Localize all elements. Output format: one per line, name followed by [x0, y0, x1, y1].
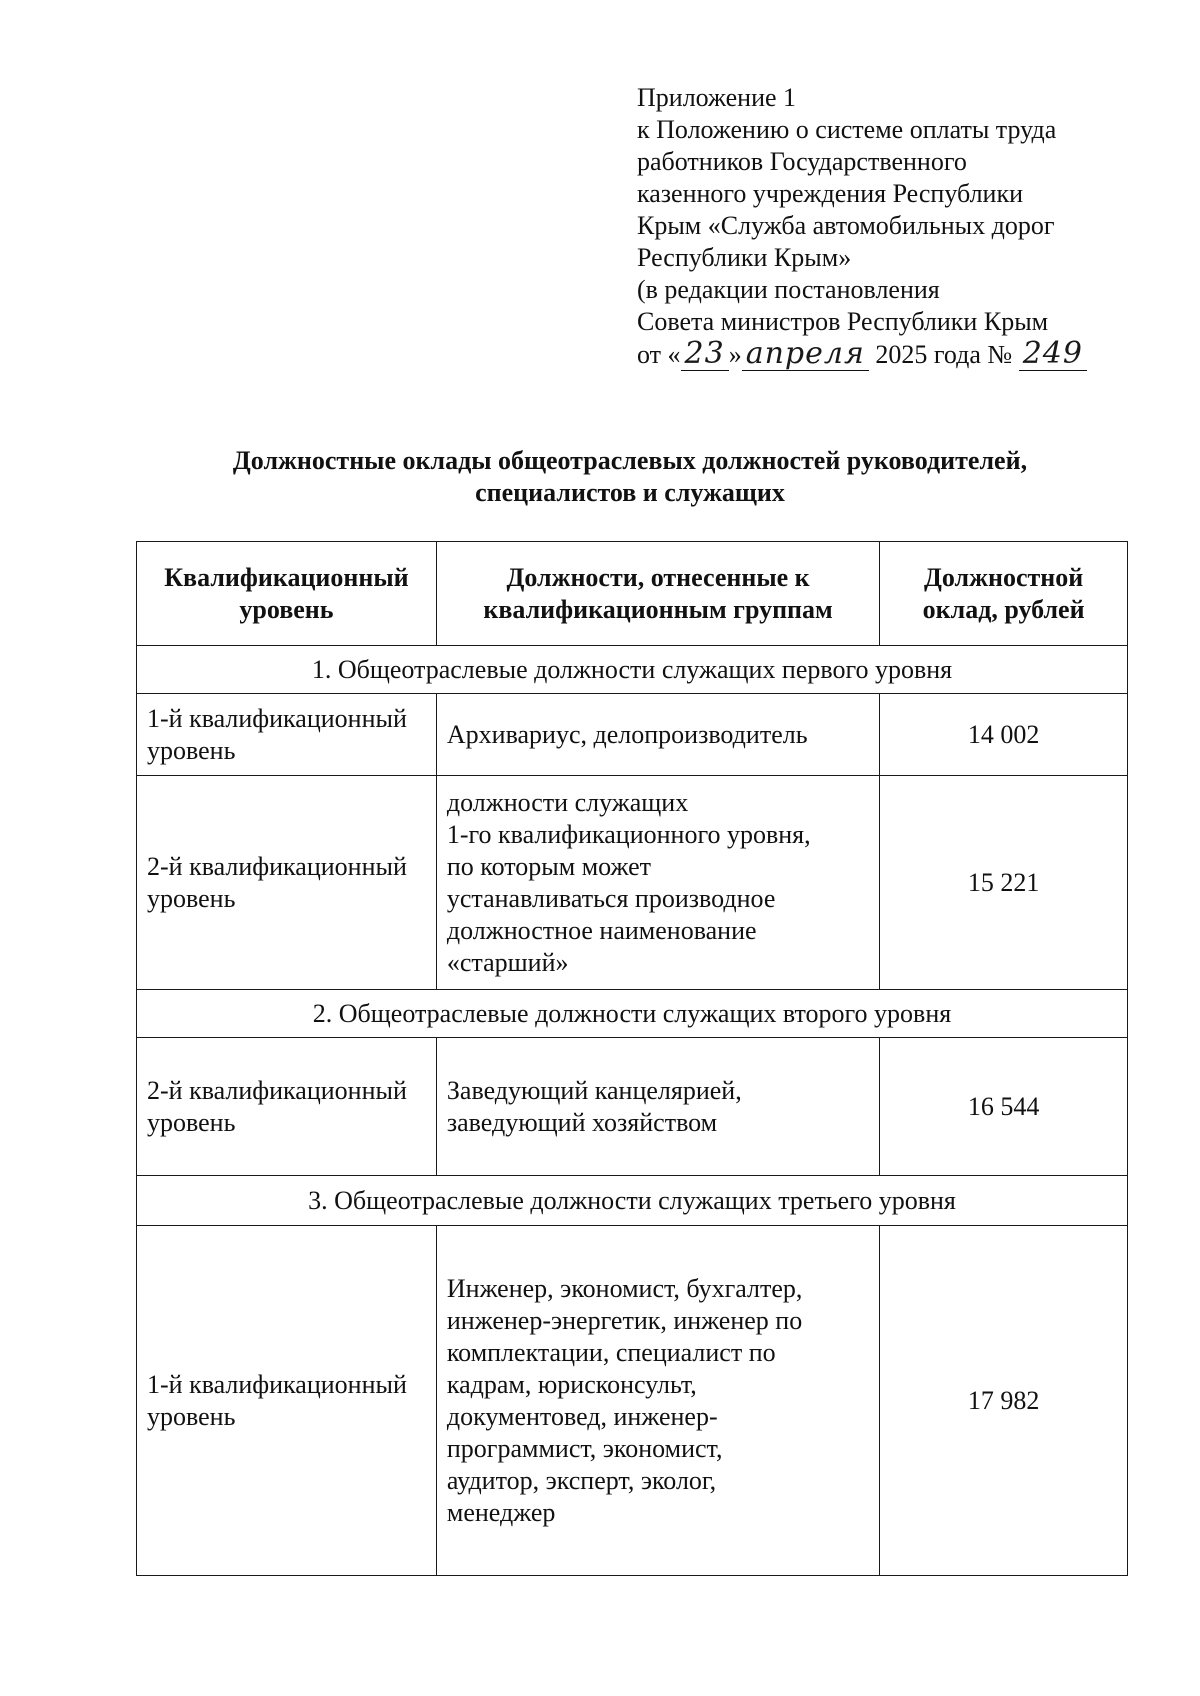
date-mid: » [728, 340, 742, 369]
group-row [137, 1176, 1128, 1226]
table-row [137, 1038, 1128, 1176]
header-positions: Должности, отнесенные к квалификационным группам [436, 542, 879, 646]
header-line: к Положению о системе оплаты труда [637, 115, 1057, 144]
document-title [130, 445, 1130, 509]
header-level: Квалификационный уровень [137, 542, 437, 646]
date-prefix: от « [637, 340, 681, 369]
title-line-1: Должностные оклады общеотраслевых должностей руководителей, [232, 446, 1028, 475]
header-line: Приложение 1 [637, 83, 797, 112]
table-header-row [137, 542, 1128, 646]
group-title: 1. Общеотраслевые должности служащих первого уровня [137, 646, 1128, 694]
table-row [137, 776, 1128, 990]
title-line-2: специалистов и служащих [475, 478, 785, 507]
table-row [137, 1226, 1128, 1576]
group-title: 2. Общеотраслевые должности служащих второго уровня [137, 990, 1128, 1038]
group-row [137, 646, 1128, 694]
header-line: казенного учреждения Республики [637, 179, 1024, 208]
header-line: Крым «Служба автомобильных дорог [637, 211, 1055, 240]
positions-cell: Архивариус, делопроизводитель [436, 694, 879, 776]
header-salary: Должностной оклад, рублей [880, 542, 1128, 646]
level-cell: 2-й квалификационный уровень [137, 1038, 437, 1176]
header-line: (в редакции постановления [637, 275, 940, 304]
handwritten-month: апреля [742, 338, 869, 371]
header-line: работников Государственного [637, 147, 967, 176]
level-cell: 1-й квалификационный уровень [137, 1226, 437, 1576]
group-title: 3. Общеотраслевые должности служащих третьего уровня [137, 1176, 1128, 1226]
header-line: Республики Крым» [637, 243, 852, 272]
header-line: Совета министров Республики Крым [637, 307, 1049, 336]
level-cell: 2-й квалификационный уровень [137, 776, 437, 990]
level-cell: 1-й квалификационный уровень [137, 694, 437, 776]
salary-cell: 14 002 [880, 694, 1128, 776]
header-date-line [637, 338, 1157, 371]
positions-cell: Инженер, экономист, бухгалтер, инженер-энергетик, инженер по комплектации, специалист по кадрам, юрисконсульт, документовед, инженер- программист, экономист, аудитор, эксперт, эколог, менеджер [436, 1226, 879, 1576]
table-row [137, 694, 1128, 776]
salary-cell: 16 544 [880, 1038, 1128, 1176]
positions-cell: должности служащих 1-го квалификационного уровня, по которым может устанавливаться производное должностное наименование «старший» [436, 776, 879, 990]
positions-cell: Заведующий канцелярией, заведующий хозяйством [436, 1038, 879, 1176]
handwritten-doc-number: 249 [1019, 338, 1087, 371]
handwritten-day: 23 [681, 338, 729, 371]
salary-cell: 17 982 [880, 1226, 1128, 1576]
group-row [137, 990, 1128, 1038]
date-year: 2025 года № [868, 340, 1019, 369]
appendix-header [637, 82, 1157, 371]
salary-cell: 15 221 [880, 776, 1128, 990]
salary-table [136, 541, 1128, 1576]
